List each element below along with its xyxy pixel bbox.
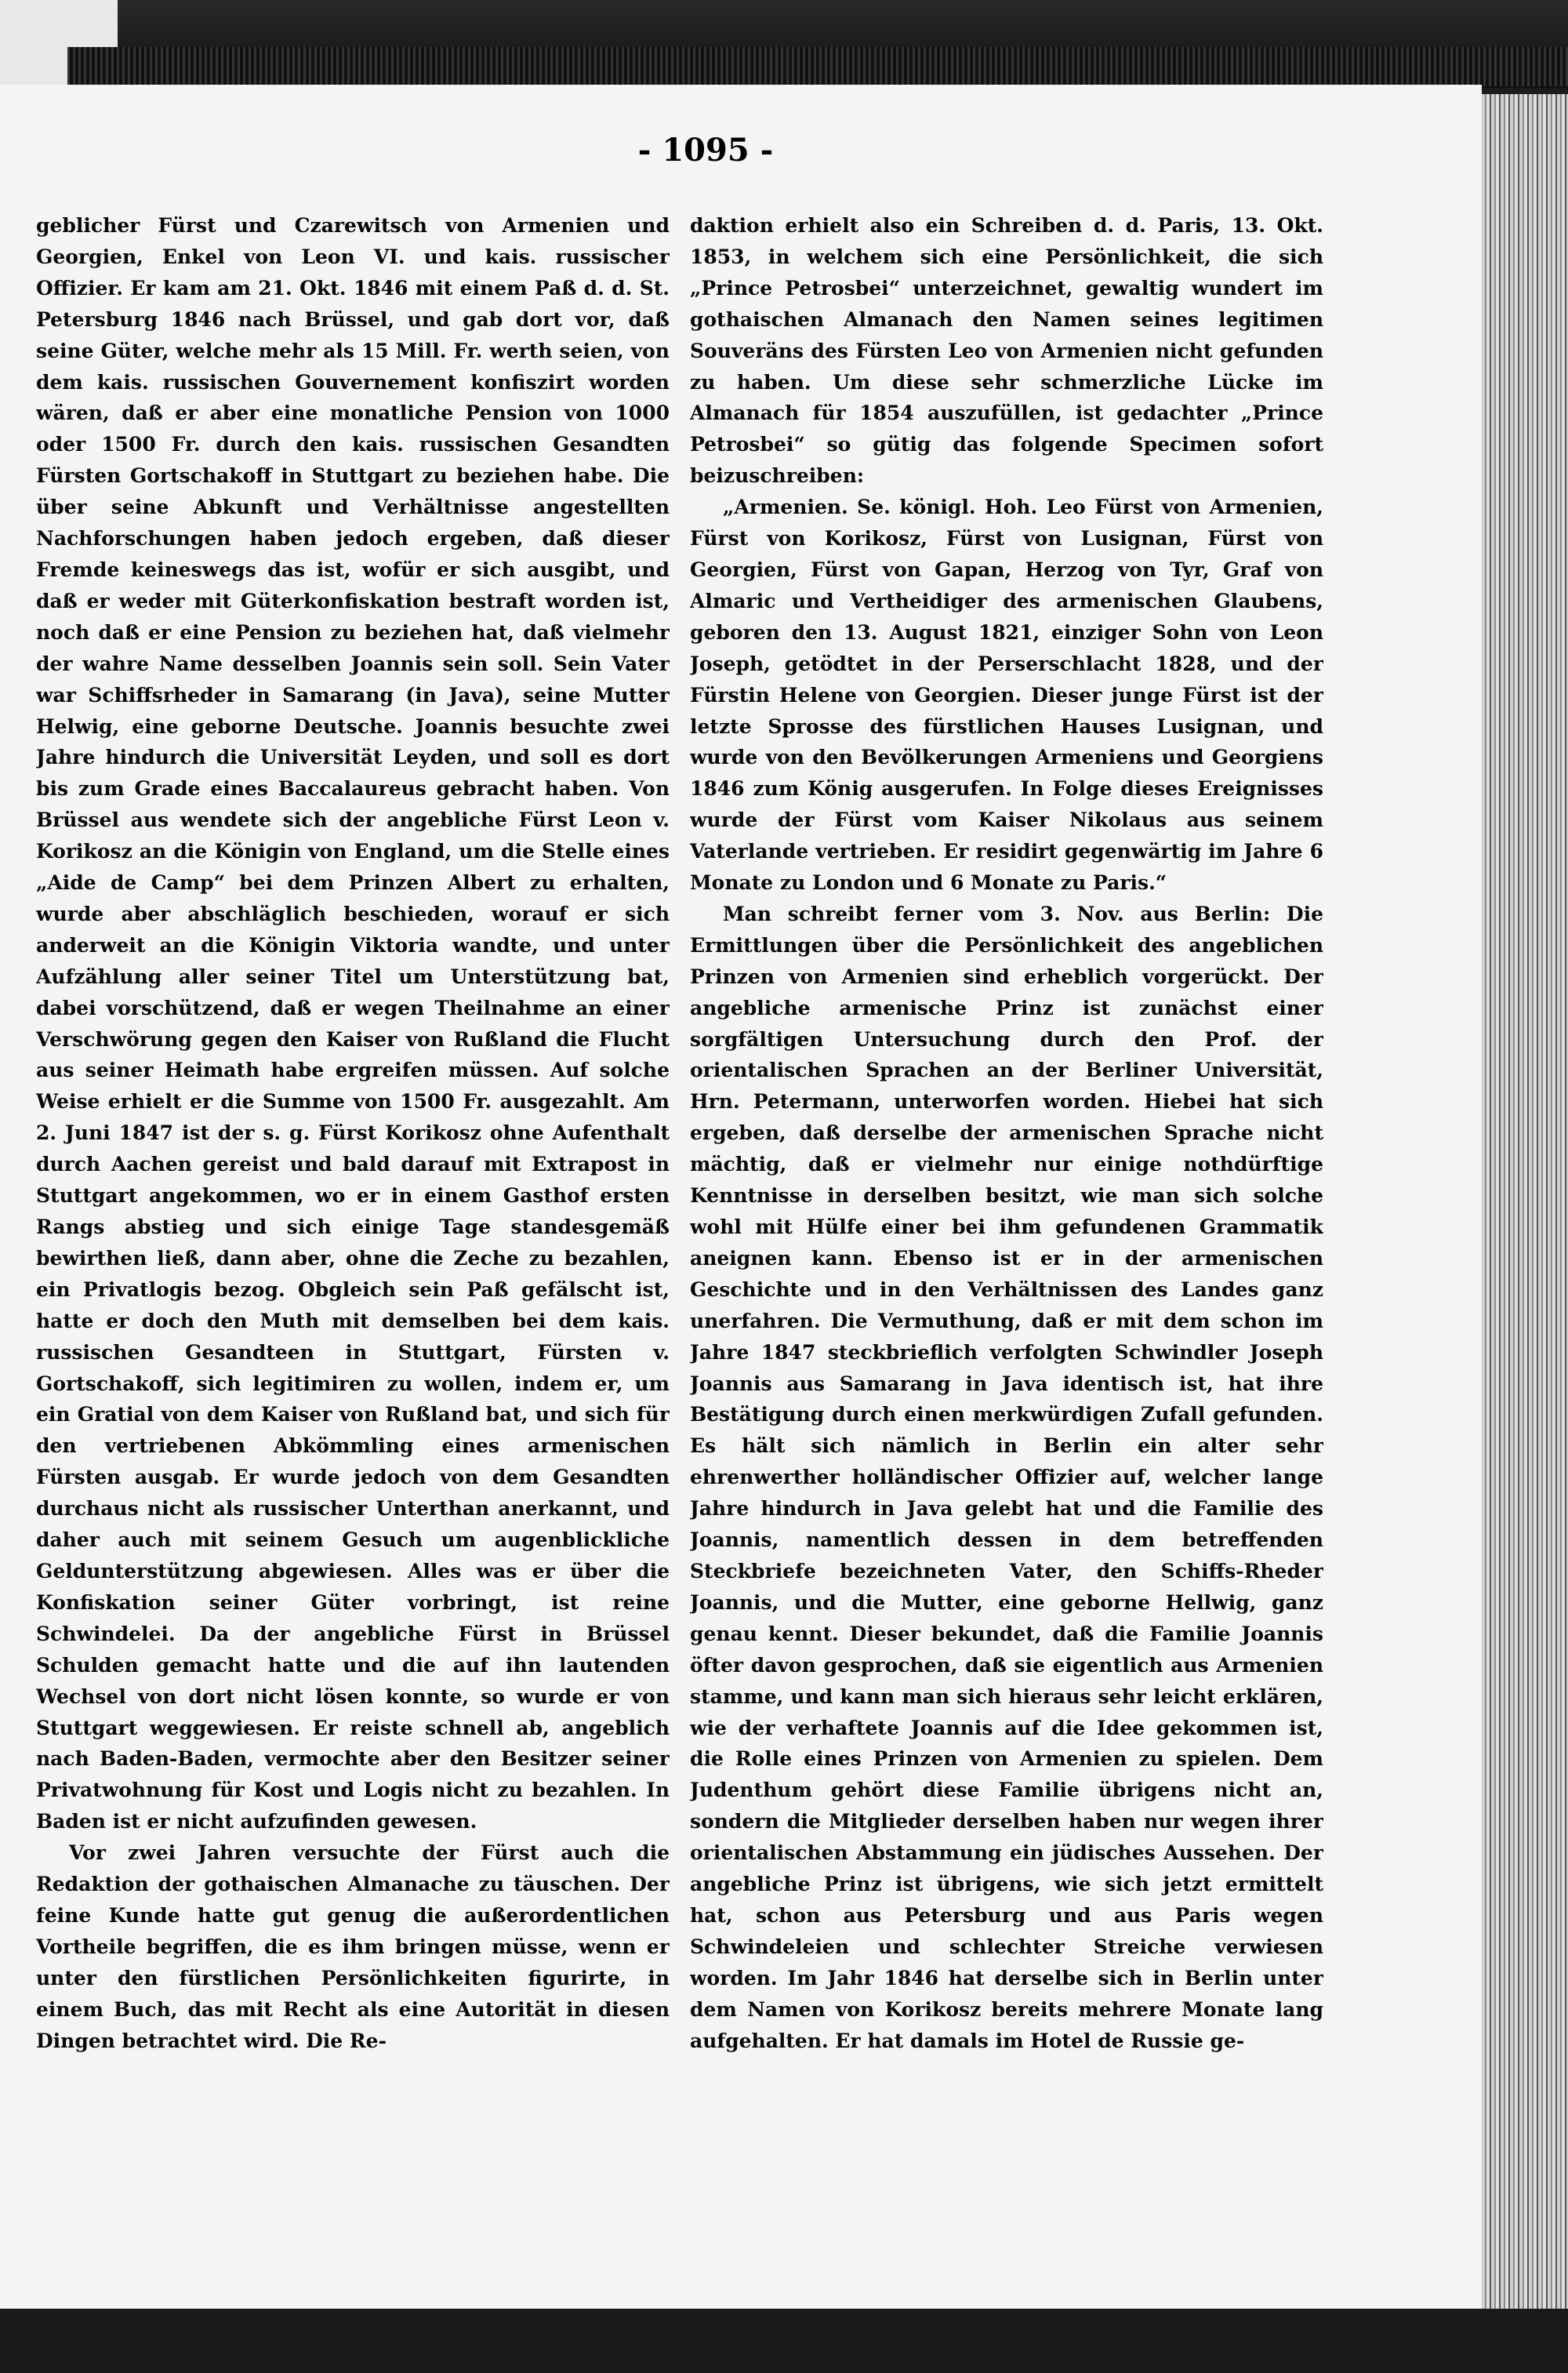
right-column (690, 210, 1323, 2155)
left-paragraph-2: Vor zwei Jahren versuchte der Fürst auch die Redaktion der gothaischen Almanache zu täuschen. Der feine Kunde hatte gut genug die außerordentlichen Vortheile begriffen, die es ihm bringen müsse, wenn er unter den fürstlichen Persönlichkeiten figurirte, in einem Buch, das mit Recht als eine Autorität in diesen Dingen betrachtet wird. Die Re- (36, 1841, 670, 2052)
left-paragraph-1: geblicher Fürst und Czarewitsch von Armenien und Georgien, Enkel von Leon VI. und kais. russischer Offizier. Er kam am 21. Okt. 1846 mit einem Paß d. d. St. Petersburg 1846 nach Brüssel, und gab dort vor, daß seine Güter, welche mehr als 15 Mill. Fr. werth seien, von dem kais. russischen Gouvernement konfiszirt worden wären, daß er aber eine monatliche Pension von 1000 oder 1500 Fr. durch den kais. russischen Gesandten Fürsten Gortschakoff in Stuttgart zu beziehen habe. Die über seine Abkunft und Verhältnisse angestellten Nachforschungen haben jedoch ergeben, daß dieser Fremde keineswegs das ist, wofür er sich ausgibt, und daß er weder mit Güterkonfiskation bestraft worden ist, noch daß er eine Pension zu beziehen hat, daß vielmehr der wahre Name desselben Joannis sein soll. Sein Vater war Schiffsrheder in Samarang (in Java), seine Mutter Helwig, eine geborne Deutsche. Joannis besuchte zwei Jahre hindurch die Universität Leyden, und soll es dort bis zum Grade eines Baccalaureus gebracht haben. Von Brüssel aus wendete sich der angebliche Fürst Leon v. Korikosz an die Königin von England, um die Stelle eines „Aide de Camp“ bei dem Prinzen Albert zu erhalten, wurde aber abschläglich beschieden, worauf er sich anderweit an die Königin Viktoria wandte, und unter Aufzählung aller seiner Titel um Unterstützung bat, dabei vorschützend, daß er wegen Theilnahme an einer Verschwörung gegen den Kaiser von Rußland die Flucht aus seiner Heimath habe ergreifen müssen. Auf solche Weise erhielt er die Summe von 1500 Fr. ausgezahlt. Am 2. Juni 1847 ist der s. g. Fürst Korikosz ohne Aufenthalt durch Aachen gereist und bald darauf mit Extrapost in Stuttgart angekommen, wo er in einem Gasthof ersten Rangs abstieg und sich einige Tage standesgemäß bewirthen ließ, dann aber, ohne die Zeche zu bezahlen, ein Privatlogis bezog. Obgleich sein Paß gefälscht ist, hatte er doch den Muth mit demselben bei dem kais. russischen Gesandteen in Stuttgart, Fürsten v. Gortschakoff, sich legitimiren zu wollen, indem er, um ein Gratial von dem Kaiser von Rußland bat, und sich für den vertriebenen Abkömmling eines armenischen Fürsten ausgab. Er wurde jedoch von dem Gesandten durchaus nicht als russischer Unterthan anerkannt, und daher auch mit seinem Gesuch um augenblickliche Geldunterstützung abgewiesen. Alles was er über die Konfiskation seiner Güter vorbringt, ist reine Schwindelei. Da der angebliche Fürst in Brüssel Schulden gemacht hatte und die auf ihn lautenden Wechsel von dort nicht lösen konnte, so wurde er von Stuttgart weggewiesen. Er reiste schnell ab, angeblich nach Baden-Baden, vermochte aber den Besitzer seiner Privatwohnung für Kost und Logis nicht zu bezahlen. In Baden ist er nicht aufzufinden gewesen. (36, 214, 670, 1833)
right-paragraph-3: Man schreibt ferner vom 3. Nov. aus Berlin: Die Ermittlungen über die Persönlichkeit des angeblichen Prinzen von Armenien sind erheblich vorgerückt. Der angebliche armenische Prinz ist zunächst einer sorgfältigen Untersuchung durch den Prof. der orientalischen Sprachen an der Berliner Universität, Hrn. Petermann, unterworfen worden. Hiebei hat sich ergeben, daß derselbe der armenischen Sprache nicht mächtig, daß er vielmehr nur einige nothdürftige Kenntnisse in derselben besitzt, wie man sich solche wohl mit Hülfe einer bei ihm gefundenen Grammatik aneignen kann. Ebenso ist er in der armenischen Geschichte und in den Verhältnissen des Landes ganz unerfahren. Die Vermuthung, daß er mit dem schon im Jahre 1847 steckbrieflich verfolgten Schwindler Joseph Joannis aus Samarang in Java identisch ist, hat ihre Bestätigung durch einen merkwürdigen Zufall gefunden. Es hält sich nämlich in Berlin ein alter sehr ehrenwerther holländischer Offizier auf, welcher lange Jahre hindurch in Java gelebt hat und die Familie des Joannis, namentlich dessen in dem betreffenden Steckbriefe bezeichneten Vater, den Schiffs-Rheder Joannis, und die Mutter, eine geborne Hellwig, ganz genau kennt. Dieser bekundet, daß die Familie Joannis öfter davon gesprochen, daß sie eigentlich aus Armenien stamme, und kann man sich hieraus sehr leicht erklären, wie der verhaftete Joannis auf die Idee gekommen ist, die Rolle eines Prinzen von Armenien zu spielen. Dem Judenthum gehört diese Familie übrigens nicht an, sondern die Mitglieder derselben haben nur wegen ihrer orientalischen Abstammung ein jüdisches Aussehen. Der angebliche Prinz ist übrigens, wie sich jetzt ermittelt hat, schon aus Petersburg und aus Paris wegen Schwindeleien und schlechter Streiche verwiesen worden. Im Jahr 1846 hat derselbe sich in Berlin unter dem Namen von Korikosz bereits mehrere Monate lang aufgehalten. Er hat damals im Hotel de Russie ge- (690, 902, 1323, 2052)
book-binding-edge (67, 47, 1568, 86)
page-stack-edge (1482, 94, 1568, 2313)
page-number: - 1095 - (637, 132, 774, 169)
scan-bottom-border (0, 2309, 1568, 2373)
right-paragraph-1: daktion erhielt also ein Schreiben d. d. Paris, 13. Okt. 1853, in welchem sich eine Persönlichkeit, die sich „Prince Petrosbei“ unterzeichnet, gewaltig wundert im gothaischen Almanach den Namen seines legitimen Souveräns des Fürsten Leo von Armenien nicht gefunden zu haben. Um diese sehr schmerzliche Lücke im Almanach für 1854 auszufüllen, ist gedachter „Prince Petrosbei“ so gütig das folgende Specimen sofort beizuschreiben: (690, 214, 1323, 488)
left-column (36, 210, 670, 2155)
right-paragraph-2: „Armenien. Se. königl. Hoh. Leo Fürst von Armenien, Fürst von Korikosz, Fürst von Lusignan, Fürst von Georgien, Fürst von Gapan, Herzog von Tyr, Graf von Almaric und Vertheidiger des armenischen Glaubens, geboren den 13. August 1821, einziger Sohn von Leon Joseph, getödtet in der Perserschlacht 1828, und der Fürstin Helene von Georgien. Dieser junge Fürst ist der letzte Sprosse des fürstlichen Hauses Lusignan, und wurde von den Bevölkerungen Armeniens und Georgiens 1846 zum König ausgerufen. In Folge dieses Ereignisses wurde der Fürst vom Kaiser Nikolaus aus seinem Vaterlande vertrieben. Er residirt gegenwärtig im Jahre 6 Monate zu London und 6 Monate zu Paris.“ (690, 496, 1323, 895)
